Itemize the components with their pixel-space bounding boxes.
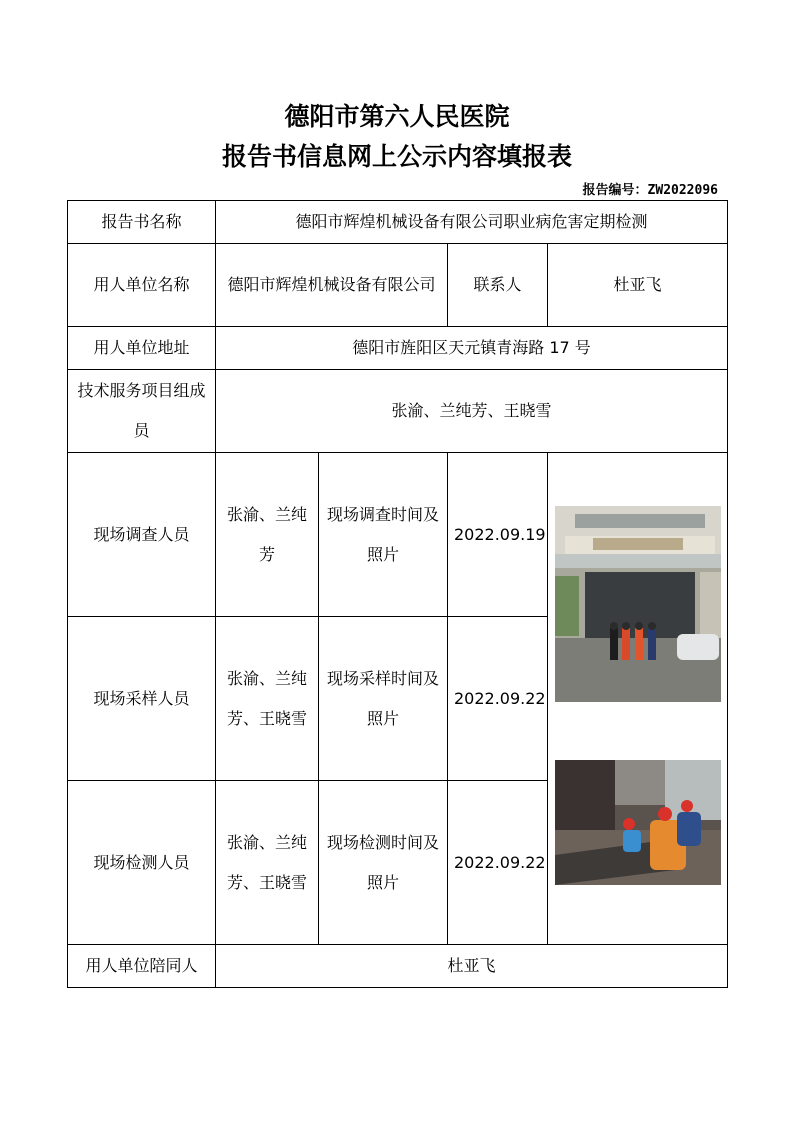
testing-date: 2022.09.22 [448, 781, 548, 945]
photo-cell [548, 453, 728, 945]
testing-time-label: 现场检测时间及照片 [319, 781, 448, 945]
document-subtitle: 报告书信息网上公示内容填报表 [221, 142, 572, 171]
testing-staff-label: 现场检测人员 [68, 781, 216, 945]
sampling-staff-value: 张渝、兰纯芳、王晓雪 [216, 617, 319, 781]
escort-value: 杜亚飞 [216, 945, 728, 988]
employer-name-value: 德阳市辉煌机械设备有限公司 [216, 244, 448, 327]
report-name-value: 德阳市辉煌机械设备有限公司职业病危害定期检测 [216, 201, 728, 244]
contact-label: 联系人 [448, 244, 548, 327]
site-photo-factory [555, 506, 721, 702]
report-name-label: 报告书名称 [68, 201, 216, 244]
sampling-time-label: 现场采样时间及照片 [319, 617, 448, 781]
team-label: 技术服务项目组成员 [68, 370, 216, 453]
site-photo-inspection [555, 760, 721, 885]
escort-label: 用人单位陪同人 [68, 945, 216, 988]
testing-staff-value: 张渝、兰纯芳、王晓雪 [216, 781, 319, 945]
report-number [583, 179, 718, 198]
survey-staff-value: 张渝、兰纯芳 [216, 453, 319, 617]
employer-name-label: 用人单位名称 [68, 244, 216, 327]
team-value: 张渝、兰纯芳、王晓雪 [216, 370, 728, 453]
employer-address-label: 用人单位地址 [68, 327, 216, 370]
survey-staff-label: 现场调查人员 [68, 453, 216, 617]
survey-date: 2022.09.19 [448, 453, 548, 617]
contact-value: 杜亚飞 [548, 244, 728, 327]
sampling-date: 2022.09.22 [448, 617, 548, 781]
info-table [67, 200, 728, 988]
document-title: 德阳市第六人民医院 [284, 102, 510, 131]
employer-address-value: 德阳市旌阳区天元镇青海路 17 号 [216, 327, 728, 370]
report-number-value: ZW2022096 [647, 183, 718, 198]
sampling-staff-label: 现场采样人员 [68, 617, 216, 781]
survey-time-label: 现场调查时间及照片 [319, 453, 448, 617]
report-number-label: 报告编号： [582, 183, 648, 198]
